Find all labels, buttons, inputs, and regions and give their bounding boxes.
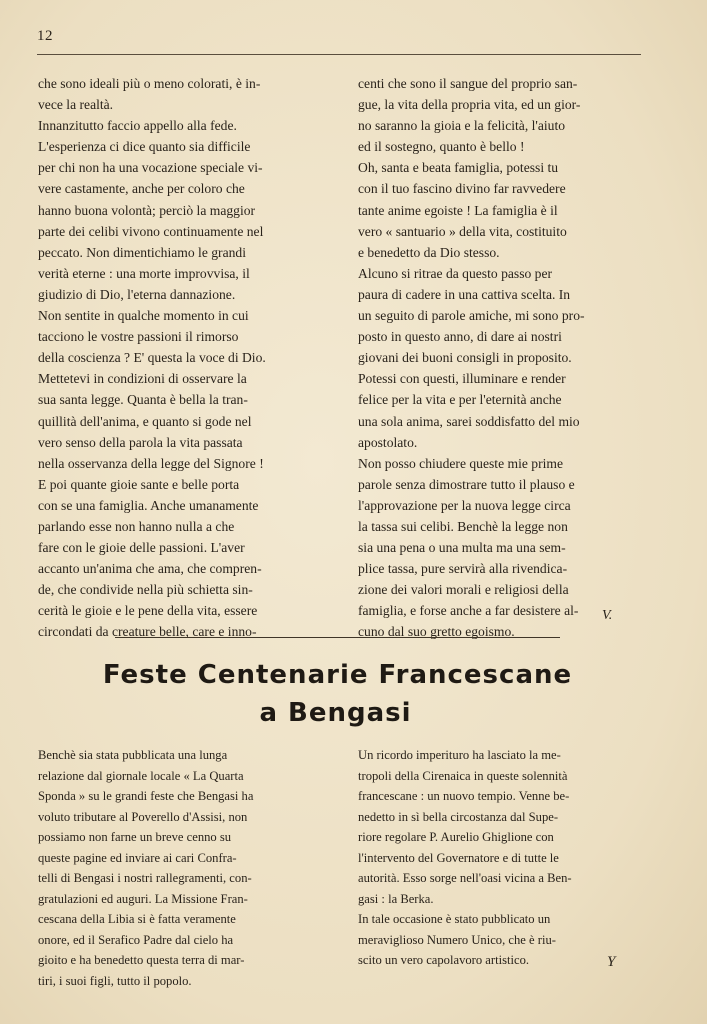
- text-line: L'esperienza ci dice quanto sia difficile: [38, 139, 251, 155]
- text-line: giudizio di Dio, l'eterna dannazione.: [38, 286, 236, 302]
- text-line: relazione dal giornale locale « La Quarta: [38, 768, 244, 783]
- page-number: 12: [37, 28, 53, 44]
- text-line: parte dei celibi vivono continuamente nel: [38, 223, 264, 239]
- text-line: della coscienza ? E' questa la voce di Dio.: [38, 350, 266, 366]
- text-line: no saranno la gioia e la felicità, l'aiuto: [358, 118, 566, 134]
- text-line: tacciono le vostre passioni il rimorso: [38, 329, 239, 345]
- text-line: con se una famiglia. Anche umanamente: [38, 497, 259, 513]
- text-line: circondati da creature belle, care e inno-: [38, 624, 257, 640]
- text-line: Innanzitutto faccio appello alla fede.: [38, 118, 237, 134]
- text-line: sia una pena o una multa ma una sem-: [358, 540, 566, 556]
- text-line: verità eterne : una morte improvvisa, il: [38, 265, 250, 281]
- text-line: parlando esse non hanno nulla a che: [38, 518, 235, 534]
- text-line: riore regolare P. Aurelio Ghiglione con: [358, 830, 554, 844]
- text-line: parole senza dimostrare tutto il plauso e: [358, 476, 575, 492]
- text-line: E poi quante gioie sante e belle porta: [38, 476, 240, 492]
- text-line: gue, la vita della propria vita, ed un gior-: [358, 97, 581, 113]
- text-line: voluto tributare al Poverello d'Assisi, non: [38, 809, 248, 824]
- text-line: plice tassa, pure servirà alla rivendica-: [358, 561, 568, 577]
- text-line: famiglia, e forse anche a far desistere al-: [358, 603, 579, 619]
- text-line: onore, ed il Serafico Padre dal cielo ha: [38, 932, 234, 947]
- text-line: un seguito di parole amiche, mi sono pro-: [358, 308, 585, 324]
- text-line: hanno buona volontà; perciò la maggior: [38, 202, 256, 218]
- text-line: accanto un'anima che ama, che compren-: [38, 561, 262, 577]
- text-line: e benedetto da Dio stesso.: [358, 244, 500, 260]
- article-title: Feste Centenarie Francescane: [102, 660, 573, 690]
- text-line: l'approvazione per la nuova legge circa: [358, 497, 571, 513]
- text-line: paura di cadere in una cattiva scelta. In: [358, 286, 571, 302]
- text-line: quillità dell'anima, e quanto si gode nel: [38, 413, 252, 429]
- text-line: tropoli della Cirenaica in queste solennità: [358, 768, 568, 783]
- text-line: cescana della Libia si è fatta veramente: [38, 912, 236, 926]
- text-line: felice per la vita e per l'eternità anche: [358, 392, 562, 408]
- text-line: cuno dal suo gretto egoismo.: [358, 624, 515, 640]
- text-line: nedetto in sì bella circostanza dal Supe-: [358, 809, 559, 824]
- text-line: possiamo non farne un breve cenno su: [38, 830, 232, 844]
- text-line: centi che sono il sangue del proprio san-: [358, 76, 578, 91]
- text-line: vero « santuario » della vita, costituito: [358, 223, 567, 239]
- text-line: gioito e ha benedetto questa terra di mar-: [38, 953, 245, 967]
- text-line: gratulazioni ed auguri. La Missione Fran-: [38, 891, 248, 906]
- text-line: scito un vero capolavoro artistico.: [358, 953, 530, 967]
- text-line: Potessi con questi, illuminare e render: [358, 371, 566, 387]
- section-divider: [115, 637, 560, 638]
- text-line: In tale occasione è stato pubblicato un: [358, 912, 551, 926]
- text-line: apostolato.: [358, 434, 418, 450]
- text-line: posto in questo anno, di dare ai nostri: [358, 329, 562, 345]
- text-line: vece la realtà.: [38, 97, 114, 113]
- text-line: l'intervento del Governatore e di tutte le: [358, 850, 559, 865]
- text-line: Alcuno si ritrae da questo passo per: [358, 265, 553, 281]
- text-line: tante anime egoiste ! La famiglia è il: [358, 202, 558, 218]
- text-line: Sponda » su le grandi feste che Bengasi ha: [38, 789, 254, 803]
- header-rule: [37, 54, 641, 55]
- text-line: queste pagine ed inviare ai cari Confra-: [38, 850, 237, 865]
- text-line: una sola anima, sarei soddisfatto del mio: [358, 413, 580, 429]
- text-line: cerità le gioie e le pene della vita, essere: [38, 603, 258, 619]
- text-line: la tassa sui celibi. Benchè la legge non: [358, 518, 568, 534]
- text-line: francescane : un nuovo tempio. Venne be-: [358, 789, 570, 803]
- text-line: telli di Bengasi i nostri rallegramenti, con-: [38, 871, 252, 885]
- article2-signature: Y: [607, 954, 616, 970]
- text-line: peccato. Non dimentichiamo le grandi: [38, 244, 246, 260]
- article1-signature: V.: [602, 608, 613, 623]
- text-line: zione dei valori morali e religiosi della: [358, 582, 569, 598]
- text-line: autorità. Esso sorge nell'oasi vicina a Ben-: [358, 871, 572, 885]
- text-line: tiri, i suoi figli, tutto il popolo.: [38, 973, 192, 988]
- text-line: Oh, santa e beata famiglia, potessi tu: [358, 160, 559, 176]
- text-line: giovani dei buoni consigli in proposito.: [358, 350, 572, 366]
- text-line: con il tuo fascino divino far ravvedere: [358, 181, 566, 197]
- text-line: vero senso della parola la vita passata: [38, 434, 243, 450]
- text-line: meraviglioso Numero Unico, che è riu-: [358, 932, 556, 947]
- article2-right-column: [358, 745, 638, 971]
- text-line: vere castamente, anche per coloro che: [38, 181, 245, 197]
- text-line: sua santa legge. Quanta è bella la tran-: [38, 392, 248, 408]
- text-line: Non sentite in qualche momento in cui: [38, 308, 249, 324]
- text-line: de, che condivide nella più schietta sin-: [38, 582, 253, 598]
- text-line: Benchè sia stata pubblicata una lunga: [38, 748, 228, 762]
- article1-left-column: [38, 73, 320, 643]
- text-line: Non posso chiudere queste mie prime: [358, 455, 563, 471]
- text-line: per chi non ha una vocazione speciale vi-: [38, 160, 263, 176]
- text-line: nella osservanza della legge del Signore !: [38, 455, 264, 471]
- article-title-line2: a Bengasi: [259, 698, 412, 728]
- text-line: Mettetevi in condizioni di osservare la: [38, 371, 247, 387]
- article1-right-column: [358, 73, 640, 643]
- text-line: ed il sostegno, quanto è bello !: [358, 139, 525, 155]
- text-line: gasi : la Berka.: [358, 891, 434, 906]
- text-line: Un ricordo imperituro ha lasciato la me-: [358, 748, 561, 762]
- article2-left-column: [38, 745, 318, 991]
- text-line: fare con le gioie delle passioni. L'aver: [38, 540, 245, 556]
- text-line: che sono ideali più o meno colorati, è in-: [38, 76, 261, 91]
